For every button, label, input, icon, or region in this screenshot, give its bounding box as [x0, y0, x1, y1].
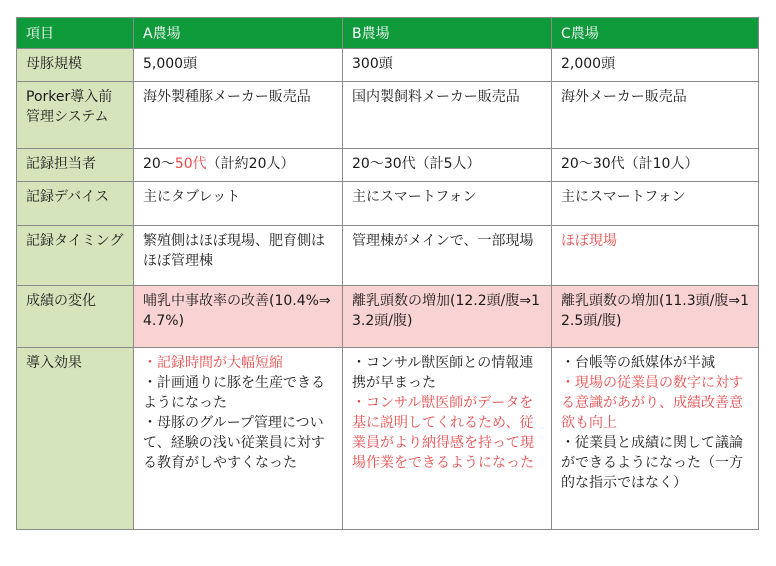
cell-result-a: 哺乳中事故率の改善(10.4%⇒4.7%): [134, 286, 343, 348]
effect-b-item: ・コンサル獣医師がデータを基に説明してくれるため、従業員がより納得感を持って現場作業をできるようになった: [352, 395, 534, 471]
cell-device-c: 主にスマートフォン: [552, 182, 759, 226]
staff-a-highlight: 50代: [174, 156, 207, 172]
cell-timing-c: ほぼ現場: [552, 226, 759, 286]
farm-comparison-table: [16, 17, 759, 530]
staff-a-suffix: （計約20人）: [206, 156, 295, 172]
row-previous-system: [17, 82, 759, 149]
header-item: 項目: [17, 18, 134, 49]
row-adoption-effect: [17, 348, 759, 530]
row-recording-device: [17, 182, 759, 226]
label-sow-scale: 母豚規模: [17, 49, 134, 82]
cell-system-c: 海外メーカー販売品: [552, 82, 759, 149]
cell-sows-c: 2,000頭: [552, 49, 759, 82]
effect-c-item: ・現場の従業員の数字に対する意識があがり、成績改善意欲も向上: [561, 375, 743, 431]
effect-a-item: ・記録時間が大幅短縮: [143, 355, 283, 371]
label-previous-system: Porker導入前管理システム: [17, 82, 134, 149]
row-recording-staff: [17, 149, 759, 182]
cell-system-b: 国内製飼料メーカー販売品: [343, 82, 552, 149]
cell-result-b: 離乳頭数の増加(12.2頭/腹⇒13.2頭/腹): [343, 286, 552, 348]
cell-effect-c: [552, 348, 759, 530]
staff-a-prefix: 20〜: [143, 156, 175, 172]
cell-timing-a: 繁殖側はほぼ現場、肥育側はほぼ管理棟: [134, 226, 343, 286]
cell-effect-b: [343, 348, 552, 530]
label-recording-timing: 記録タイミング: [17, 226, 134, 286]
label-adoption-effect: 導入効果: [17, 348, 134, 530]
cell-result-c: 離乳頭数の増加(11.3頭/腹⇒12.5頭/腹): [552, 286, 759, 348]
cell-staff-c: 20〜30代（計10人）: [552, 149, 759, 182]
header-row: [17, 18, 759, 49]
cell-staff-b: 20〜30代（計5人）: [343, 149, 552, 182]
row-recording-timing: [17, 226, 759, 286]
effect-a-item: ・母豚のグループ管理について、経験の浅い従業員に対する教育がしやすくなった: [143, 415, 325, 471]
header-farm-b: B農場: [343, 18, 552, 49]
label-performance-change: 成績の変化: [17, 286, 134, 348]
effect-c-item: ・台帳等の紙媒体が半減: [561, 355, 715, 371]
header-farm-a: A農場: [134, 18, 343, 49]
comparison-table-container: [16, 17, 759, 530]
effect-a-item: ・計画通りに豚を生産できるようになった: [143, 375, 325, 411]
cell-staff-a: [134, 149, 343, 182]
header-farm-c: C農場: [552, 18, 759, 49]
cell-device-b: 主にスマートフォン: [343, 182, 552, 226]
cell-system-a: 海外製種豚メーカー販売品: [134, 82, 343, 149]
cell-sows-a: 5,000頭: [134, 49, 343, 82]
effect-b-item: ・コンサル獣医師との情報連携が早まった: [352, 355, 534, 391]
effect-c-item: ・従業員と成績に関して議論ができるようになった（一方的な指示ではなく）: [561, 435, 743, 491]
label-recording-staff: 記録担当者: [17, 149, 134, 182]
cell-device-a: 主にタブレット: [134, 182, 343, 226]
label-recording-device: 記録デバイス: [17, 182, 134, 226]
cell-sows-b: 300頭: [343, 49, 552, 82]
row-sow-scale: [17, 49, 759, 82]
cell-timing-b: 管理棟がメインで、一部現場: [343, 226, 552, 286]
row-performance-change: [17, 286, 759, 348]
cell-effect-a: [134, 348, 343, 530]
